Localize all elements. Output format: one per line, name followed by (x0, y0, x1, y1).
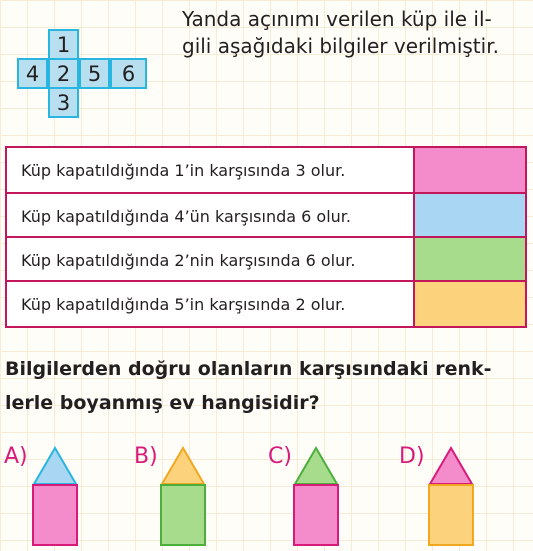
net-face-right-1: 5 (79, 58, 110, 89)
net-face-center: 2 (48, 58, 79, 89)
statement-color-swatch (415, 148, 525, 192)
option-label-b[interactable]: B) (134, 444, 158, 469)
statement-text: Küp kapatıldığında 4’ün karşısında 6 olur. (21, 206, 351, 226)
statement-row (7, 238, 525, 282)
intro-line-1: Yanda açınımı verilen küp ile il- (182, 7, 492, 31)
question-line-1: Bilgilerden doğru olanların karşısındaki renk- (5, 358, 492, 380)
net-face-bottom: 3 (48, 87, 79, 118)
house-wall (32, 484, 78, 546)
statement-color-swatch (415, 194, 525, 238)
question-text (5, 352, 530, 420)
house-option-c[interactable] (293, 446, 339, 546)
roof-icon (293, 446, 339, 486)
statement-text: Küp kapatıldığında 5’in karşısında 2 olur. (21, 294, 346, 314)
statement-color-swatch (415, 282, 525, 326)
roof-icon (160, 446, 206, 486)
statement-text: Küp kapatıldığında 1’in karşısında 3 olur. (21, 160, 346, 180)
column-divider (413, 148, 415, 326)
house-wall (428, 484, 474, 546)
roof-icon (32, 446, 78, 486)
roof-icon (428, 446, 474, 486)
option-label-d[interactable]: D) (399, 444, 425, 469)
intro-line-2: gili aşağıdaki bilgiler verilmiştir. (182, 34, 499, 58)
statements-table (5, 146, 527, 328)
intro-text (182, 6, 532, 60)
house-wall (293, 484, 339, 546)
option-label-a[interactable]: A) (4, 444, 28, 469)
net-face-top: 1 (48, 29, 79, 60)
question-line-2: lerle boyanmış ev hangisidir? (5, 392, 320, 414)
statement-text: Küp kapatıldığında 2’nin karşısında 6 olur. (21, 250, 356, 270)
statement-color-swatch (415, 238, 525, 282)
house-option-b[interactable] (160, 446, 206, 546)
statement-row (7, 282, 525, 326)
net-face-left: 4 (17, 58, 48, 89)
house-wall (160, 484, 206, 546)
net-face-right-2: 6 (110, 58, 147, 89)
house-option-a[interactable] (32, 446, 78, 546)
statement-row (7, 194, 525, 238)
option-label-c[interactable]: C) (268, 444, 292, 469)
statement-row (7, 148, 525, 192)
house-option-d[interactable] (428, 446, 474, 546)
